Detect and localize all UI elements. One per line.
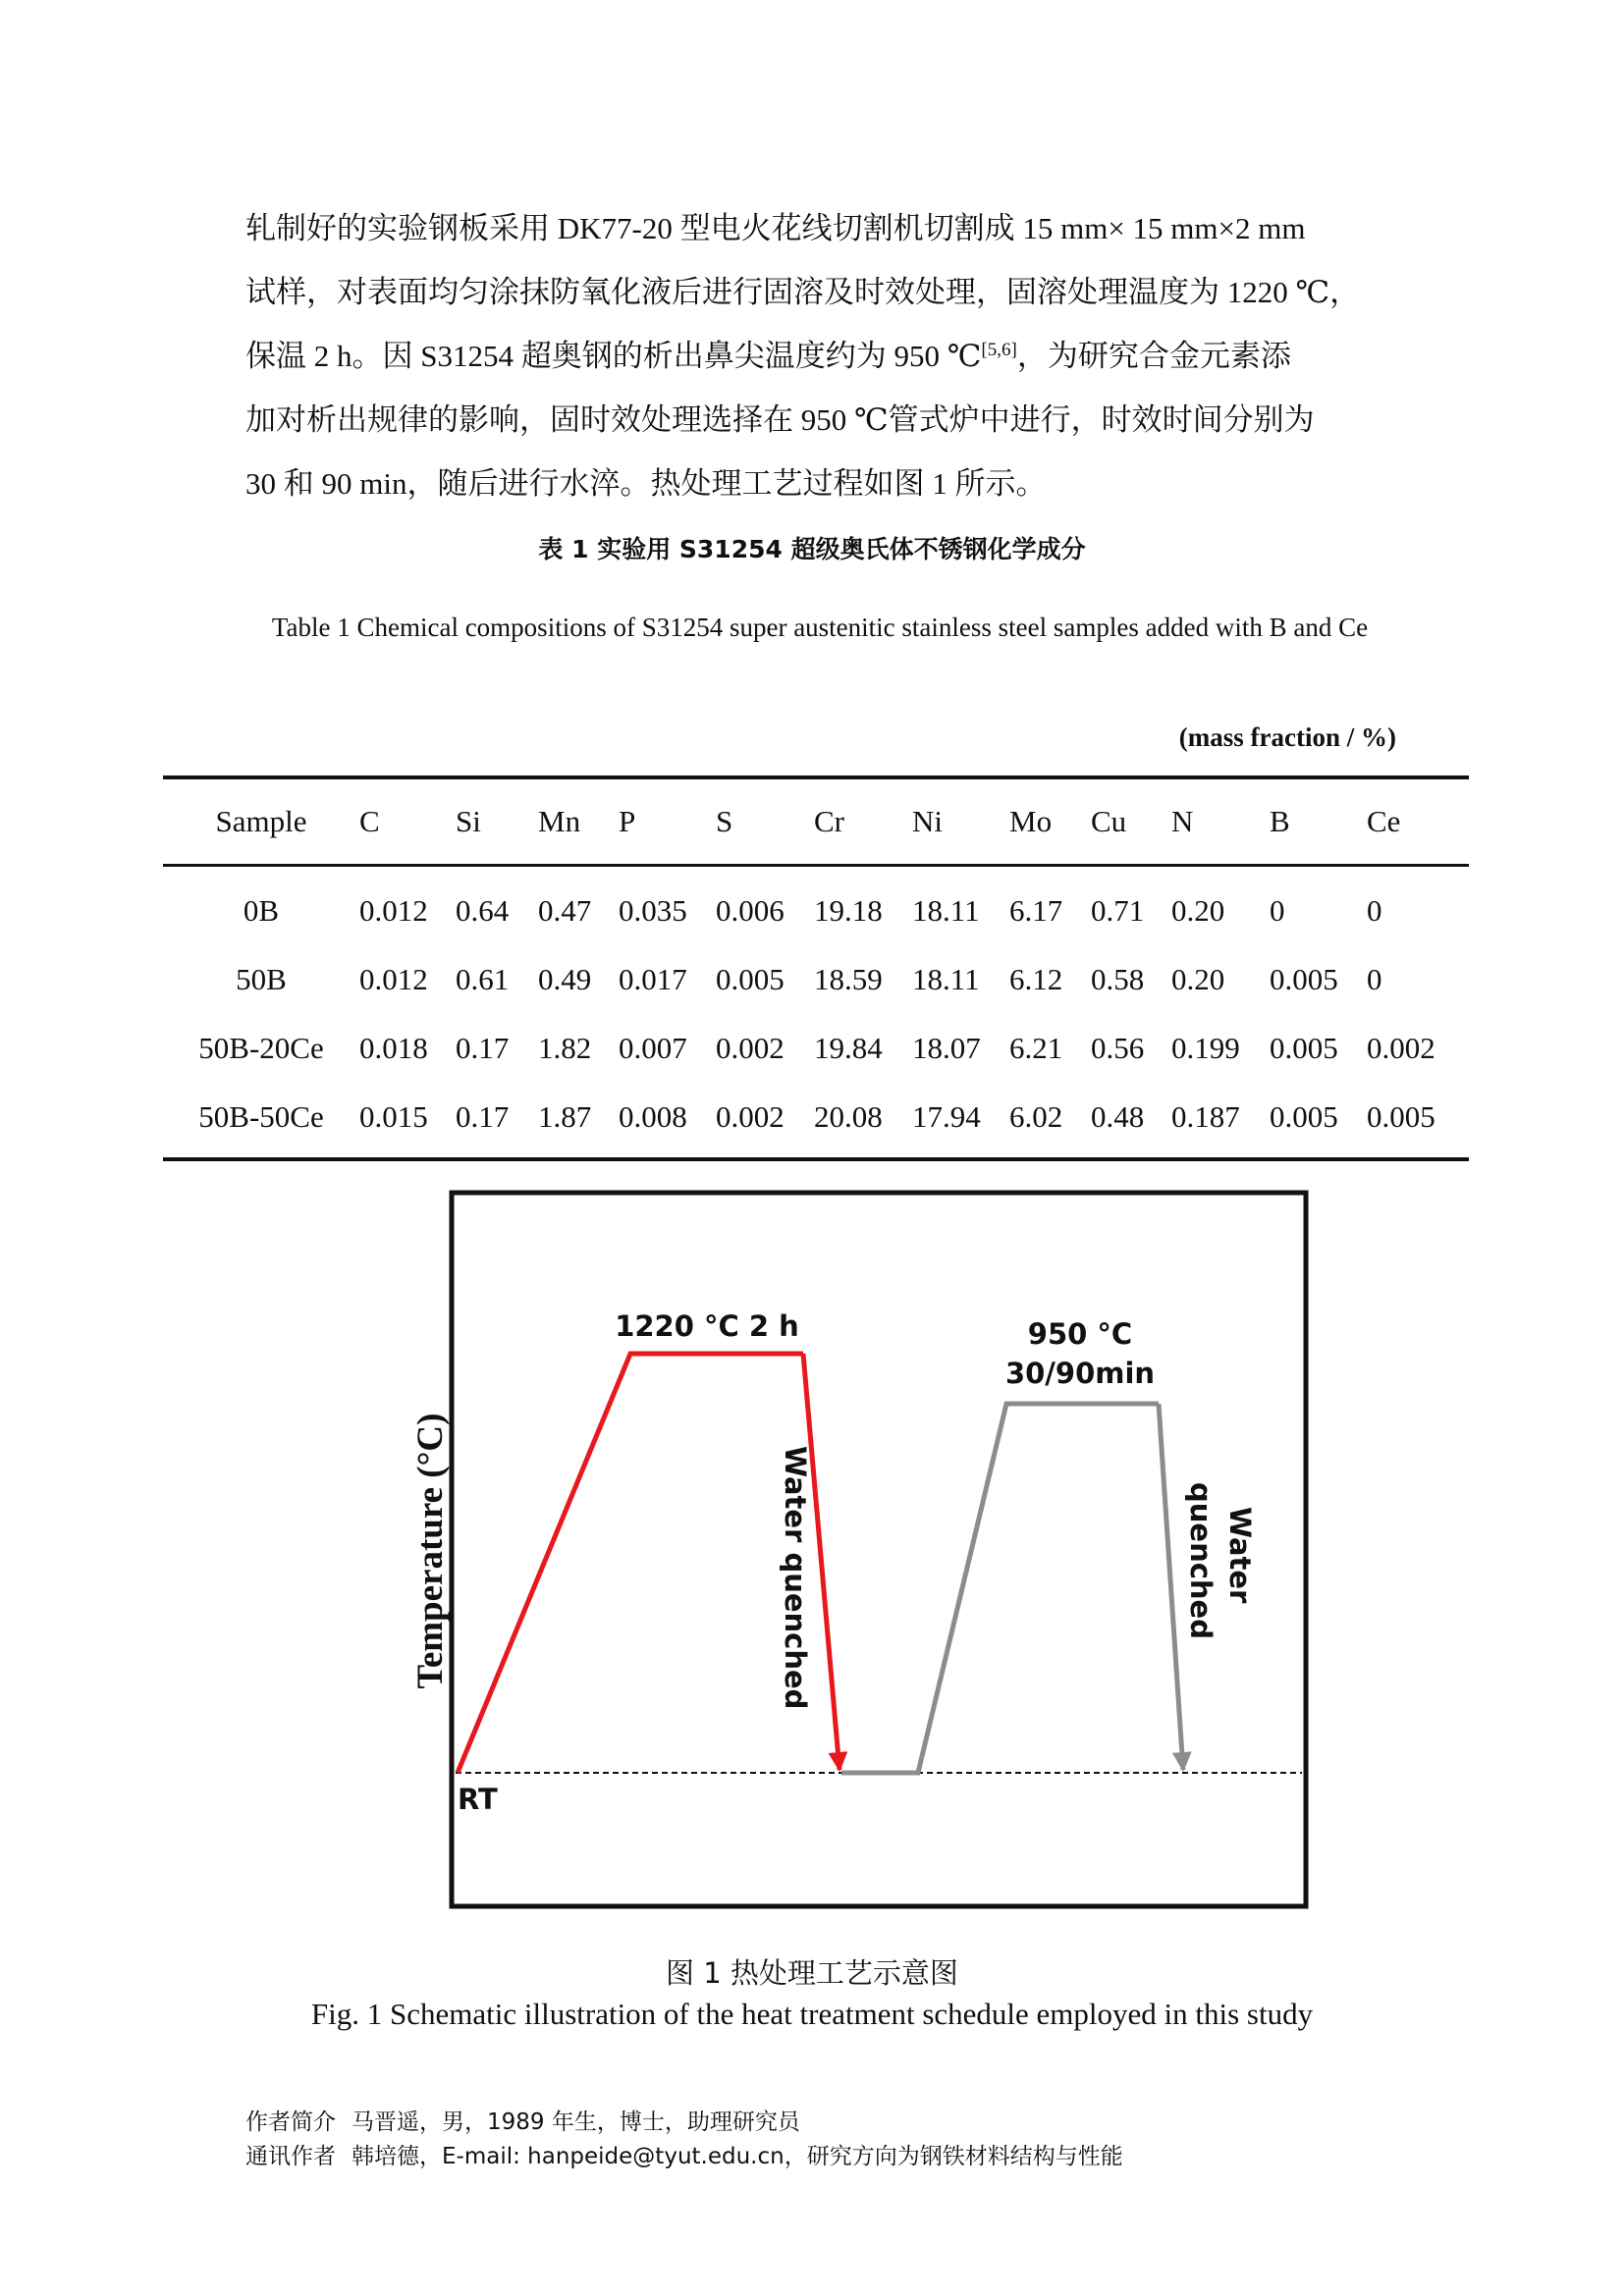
- table-row: [163, 1014, 1469, 1083]
- header-si: Si: [456, 804, 481, 838]
- table-row: [163, 945, 1469, 1014]
- cell-ce: 0.005: [1367, 1099, 1435, 1134]
- header-ni: Ni: [912, 804, 943, 838]
- cell-mn: 0.47: [538, 893, 592, 928]
- cell-sample: 50B-50Ce: [198, 1099, 324, 1134]
- cell-s: 0.006: [716, 893, 785, 928]
- cell-n: 0.199: [1171, 1031, 1240, 1065]
- cell-si: 0.17: [456, 1031, 510, 1065]
- cell-s: 0.005: [716, 962, 785, 996]
- cell-s: 0.002: [716, 1099, 785, 1134]
- cell-c: 0.015: [359, 1099, 428, 1134]
- cell-sample: 50B-20Ce: [198, 1031, 324, 1065]
- header-mo: Mo: [1009, 804, 1053, 838]
- cell-n: 0.20: [1171, 893, 1225, 928]
- cell-sample: 50B: [236, 962, 287, 996]
- cell-si: 0.17: [456, 1099, 510, 1134]
- solution-label: 1220 °C 2 h: [615, 1309, 799, 1343]
- header-sample: Sample: [215, 804, 307, 838]
- header-p: P: [619, 804, 636, 838]
- figure-caption-cn: 图 1 热处理工艺示意图: [666, 1956, 958, 1990]
- cell-mn: 0.49: [538, 962, 592, 996]
- quench-label-2b: quenched: [1184, 1482, 1218, 1639]
- cell-si: 0.64: [456, 893, 510, 928]
- cell-cu: 0.58: [1091, 962, 1145, 996]
- cell-mo: 6.12: [1009, 962, 1063, 996]
- header-cr: Cr: [814, 804, 844, 838]
- body-paragraph: [245, 196, 1394, 515]
- body-line-2: 试样，对表面均匀涂抹防氧化液后进行固溶及时效处理，固溶处理温度为 1220 ℃，: [245, 275, 1361, 309]
- cell-b: 0: [1270, 893, 1285, 928]
- table-unit-note: (mass fraction / %): [1178, 722, 1396, 752]
- body-line-3: [245, 324, 1394, 388]
- aging-quench-arrow: [1159, 1404, 1183, 1770]
- plot-frame: [452, 1193, 1306, 1906]
- body-line-4: 加对析出规律的影响，固时效处理选择在 950 ℃管式炉中进行，时效时间分别为: [245, 402, 1315, 437]
- cell-n: 0.20: [1171, 962, 1225, 996]
- author-note: [245, 2104, 800, 2136]
- quench-label-1: Water quenched: [779, 1446, 812, 1710]
- cell-ni: 18.11: [912, 893, 980, 928]
- cell-n: 0.187: [1171, 1099, 1240, 1134]
- cell-mo: 6.02: [1009, 1099, 1063, 1134]
- rt-label: RT: [458, 1783, 498, 1816]
- cell-mo: 6.17: [1009, 893, 1063, 928]
- author-label: 作者简介: [245, 2109, 336, 2135]
- cell-ce: 0: [1367, 962, 1382, 996]
- cell-mn: 1.82: [538, 1031, 592, 1065]
- cell-cr: 19.18: [814, 893, 883, 928]
- cell-p: 0.007: [619, 1031, 687, 1065]
- cell-ce: 0.002: [1367, 1031, 1435, 1065]
- cell-c: 0.018: [359, 1031, 428, 1065]
- cell-cu: 0.56: [1091, 1031, 1145, 1065]
- aging-temperature-label: 950 °C: [1027, 1317, 1133, 1351]
- author-text: 马晋遥，男，1989 年生，博士，助理研究员: [352, 2109, 800, 2135]
- cell-ni: 18.11: [912, 962, 980, 996]
- cell-cu: 0.71: [1091, 893, 1145, 928]
- corresponding-text: 韩培德，E-mail: hanpeide@tyut.edu.cn，研究方向为钢铁材料结构与性能: [352, 2144, 1123, 2169]
- cell-sample: 0B: [243, 893, 280, 928]
- cell-p: 0.017: [619, 962, 687, 996]
- cell-b: 0.005: [1270, 1031, 1338, 1065]
- heat-treatment-diagram: [363, 1183, 1316, 1934]
- cell-c: 0.012: [359, 962, 428, 996]
- cell-p: 0.035: [619, 893, 687, 928]
- composition-table: [163, 775, 1469, 1161]
- body-line-5: 30 和 90 min，随后进行水淬。热处理工艺过程如图 1 所示。: [245, 466, 1047, 501]
- cell-cr: 20.08: [814, 1099, 883, 1134]
- aging-time-label: 30/90min: [1004, 1357, 1156, 1390]
- body-line-1: 轧制好的实验钢板采用 DK77-20 型电火花线切割机切割成 15 mm× 15 mm×2 mm: [245, 211, 1306, 245]
- table-row: [163, 1083, 1469, 1159]
- cell-p: 0.008: [619, 1099, 687, 1134]
- cell-b: 0.005: [1270, 962, 1338, 996]
- corresponding-author-note: [245, 2138, 1123, 2170]
- cell-ni: 18.07: [912, 1031, 981, 1065]
- y-axis-label: Temperature (°C): [410, 1413, 451, 1689]
- cell-ce: 0: [1367, 893, 1382, 928]
- cell-c: 0.012: [359, 893, 428, 928]
- table-header-row: [163, 777, 1469, 866]
- table-row: [163, 866, 1469, 946]
- cell-ni: 17.94: [912, 1099, 981, 1134]
- header-cu: Cu: [1091, 804, 1127, 838]
- table-caption-en: Table 1 Chemical compositions of S31254 super austenitic stainless steel samples added with B and Ce: [271, 613, 1369, 642]
- figure-caption-en: Fig. 1 Schematic illustration of the heat treatment schedule employed in this study: [310, 1997, 1314, 2031]
- header-mn: Mn: [538, 804, 581, 838]
- header-s: S: [716, 804, 733, 838]
- quench-label-2a: Water: [1223, 1507, 1257, 1604]
- cell-mo: 6.21: [1009, 1031, 1063, 1065]
- cell-cu: 0.48: [1091, 1099, 1145, 1134]
- cell-cr: 19.84: [814, 1031, 883, 1065]
- solution-heating-path: [458, 1354, 803, 1773]
- aging-path: [841, 1404, 1159, 1773]
- cell-si: 0.61: [456, 962, 510, 996]
- header-ce: Ce: [1367, 804, 1401, 838]
- cell-s: 0.002: [716, 1031, 785, 1065]
- table-caption-cn: 表 1 实验用 S31254 超级奥氏体不锈钢化学成分: [538, 535, 1086, 563]
- cell-b: 0.005: [1270, 1099, 1338, 1134]
- header-n: N: [1171, 804, 1194, 838]
- body-line-3-a: 保温 2 h。因 S31254 超奥钢的析出鼻尖温度约为 950 ℃: [245, 339, 982, 373]
- header-b: B: [1270, 804, 1290, 838]
- body-line-3-b: ，为研究合金元素添: [1016, 339, 1291, 373]
- cell-cr: 18.59: [814, 962, 883, 996]
- corresponding-label: 通讯作者: [245, 2144, 336, 2169]
- header-c: C: [359, 804, 380, 838]
- cell-mn: 1.87: [538, 1099, 592, 1134]
- citation-ref: [5,6]: [981, 340, 1017, 360]
